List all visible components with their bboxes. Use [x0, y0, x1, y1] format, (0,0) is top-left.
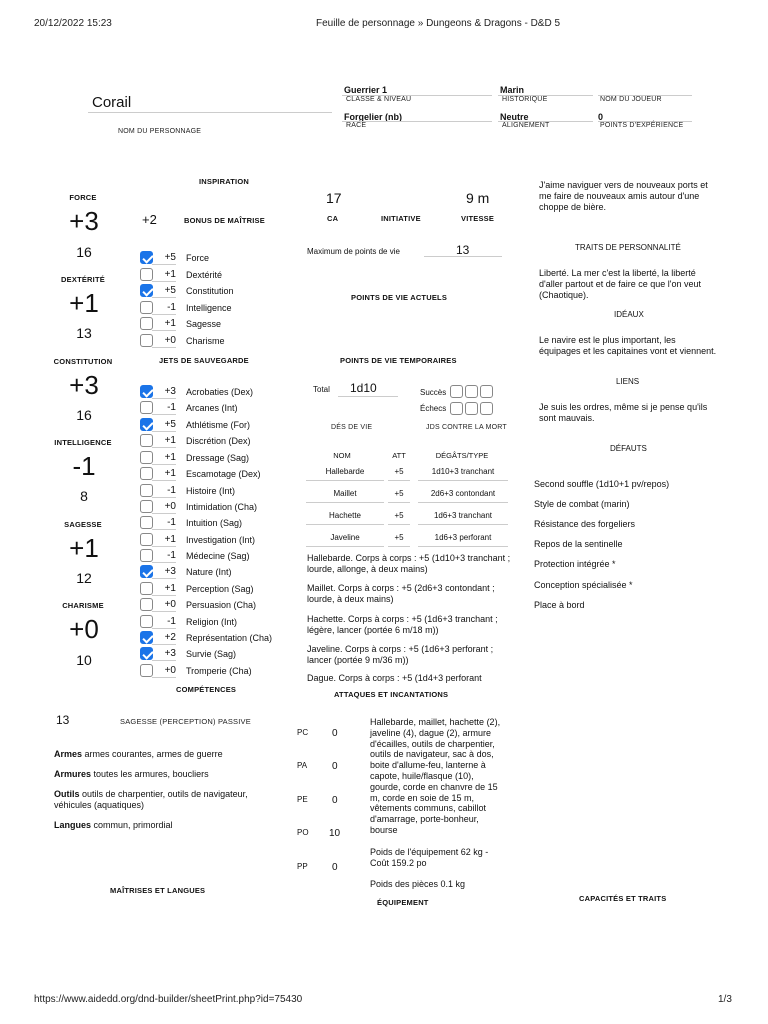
hit-dice-label: DÉS DE VIE	[331, 424, 373, 431]
xp-value: 0	[598, 112, 604, 122]
coin-label: PA	[297, 761, 308, 770]
coin-value: 0	[332, 795, 338, 806]
feature-item: Conception spécialisée *	[534, 580, 633, 590]
skill-modifier: +0	[152, 598, 176, 612]
personality-traits-text: J'aime naviguer vers de nouveaux ports et me faire de nouveaux amis autour d'une choppe de bière.	[539, 180, 708, 212]
skill-modifier: +2	[152, 631, 176, 645]
temp-hp-label: POINTS DE VIE TEMPORAIRES	[340, 356, 457, 365]
death-save-success-label: Succès	[420, 388, 447, 397]
skill-name: Tromperie (Cha)	[186, 666, 252, 676]
coin-label: PC	[297, 728, 309, 737]
coins-weight: Poids des pièces 0.1 kg	[370, 879, 466, 889]
passive-perception-label: SAGESSE (PERCEPTION) PASSIVE	[120, 717, 251, 726]
death-save-fail-label: Échecs	[420, 404, 447, 413]
ability-modifier: +3	[69, 370, 99, 400]
death-saves-label: JDS CONTRE LA MORT	[426, 424, 507, 431]
background-value: Marin	[500, 85, 525, 95]
ability-label: SAGESSE	[64, 520, 102, 529]
skill-name: Intuition (Sag)	[186, 518, 243, 528]
save-modifier: +5	[152, 284, 176, 298]
skill-modifier: +0	[152, 664, 176, 678]
death-save-fail-box[interactable]	[450, 402, 463, 415]
attack-name: Javeline	[330, 533, 360, 542]
ideals-label: IDÉAUX	[614, 310, 644, 319]
skill-name: Athlétisme (For)	[186, 420, 251, 430]
armor-class-label: CA	[327, 214, 339, 223]
feature-item: Style de combat (marin)	[534, 499, 630, 509]
ability-modifier: +1	[69, 288, 99, 318]
attack-name: Hachette	[328, 511, 362, 520]
coin-label: PE	[297, 795, 308, 804]
skill-modifier: +3	[152, 565, 176, 579]
save-modifier: +5	[152, 251, 176, 265]
ability-label: INTELLIGENCE	[54, 438, 112, 447]
skill-modifier: +0	[152, 500, 176, 514]
skill-modifier: +1	[152, 582, 176, 596]
ideals-text: Liberté. La mer c'est la liberté, la liberté d'aller partout et de faire ce que l'on veut (Chaotique).	[539, 268, 702, 300]
class-level-label: CLASSE & NIVEAU	[346, 96, 412, 103]
equipment-label: ÉQUIPEMENT	[377, 898, 429, 907]
attacks-header-damage: DÉGÂTS/TYPE	[435, 451, 489, 460]
proficiency-languages: Langues commun, primordial	[54, 820, 173, 830]
death-save-fail-box[interactable]	[465, 402, 478, 415]
attack-damage: 1d10+3 tranchant	[431, 467, 495, 476]
saving-throws-label: JETS DE SAUVEGARDE	[159, 356, 249, 365]
ability-score: 12	[76, 570, 92, 586]
skill-modifier: +1	[152, 467, 176, 481]
skill-name: Médecine (Sag)	[186, 551, 250, 561]
max-hp-value: 13	[456, 243, 470, 257]
skill-modifier: +3	[152, 385, 176, 399]
background-label: HISTORIQUE	[502, 96, 548, 103]
feature-item: Protection intégrée *	[534, 559, 616, 569]
skill-name: Dressage (Sag)	[186, 453, 250, 463]
flaws-text: Je suis les ordres, même si je pense qu'ils sont mauvais.	[539, 402, 708, 423]
character-name-label: NOM DU PERSONNAGE	[118, 128, 202, 135]
skill-modifier: -1	[152, 615, 176, 629]
speed-label: VITESSE	[461, 214, 495, 223]
death-save-success-box[interactable]	[465, 385, 478, 398]
speed-value: 9 m	[466, 190, 490, 206]
inspiration-label: INSPIRATION	[199, 177, 249, 186]
feature-item: Second souffle (1d10+1 pv/repos)	[534, 479, 670, 489]
skill-modifier: -1	[152, 516, 176, 530]
class-level-value: Guerrier 1	[344, 85, 388, 95]
ability-score: 16	[76, 407, 92, 423]
attack-note: Maillet. Corps à corps : +5 (2d6+3 contondant ; lourde, à deux mains)	[307, 583, 495, 604]
hit-dice-total-value: 1d10	[350, 381, 377, 395]
attack-note: Dague. Corps à corps : +5 (1d4+3 perforant	[307, 673, 482, 683]
proficiency-weapons: Armes armes courantes, armes de guerre	[54, 749, 223, 759]
save-name: Intelligence	[186, 303, 232, 313]
skill-modifier: +1	[152, 533, 176, 547]
coin-value: 10	[329, 828, 341, 839]
proficiencies-languages-label: MAÎTRISES ET LANGUES	[110, 886, 206, 895]
attack-note: Javeline. Corps à corps : +5 (1d6+3 perforant ; lancer (portée 9 m/36 m))	[307, 644, 494, 665]
equipment-weight: Poids de l'équipement 62 kg - Coût 159.2 po	[370, 847, 489, 868]
skill-name: Acrobaties (Dex)	[186, 387, 254, 397]
proficiency-bonus-label: BONUS DE MAÎTRISE	[184, 216, 265, 225]
ability-modifier: +1	[69, 533, 99, 563]
passive-perception-value: 13	[56, 713, 70, 727]
coin-value: 0	[332, 862, 338, 873]
proficiency-bonus-value: +2	[142, 212, 157, 227]
flaws-label: DÉFAUTS	[610, 444, 647, 453]
alignment-value: Neutre	[500, 112, 529, 122]
skill-modifier: -1	[152, 484, 176, 498]
race-label: RACE	[346, 122, 367, 129]
save-modifier: -1	[152, 301, 176, 315]
skill-name: Perception (Sag)	[186, 584, 254, 594]
current-hp-label: POINTS DE VIE ACTUELS	[351, 293, 448, 302]
skill-name: Survie (Sag)	[186, 649, 237, 659]
feature-item: Place à bord	[534, 600, 585, 610]
save-name: Sagesse	[186, 319, 222, 329]
skill-name: Représentation (Cha)	[186, 633, 273, 643]
coin-label: PP	[297, 862, 308, 871]
character-name: Corail	[92, 94, 132, 111]
armor-class-value: 17	[326, 190, 342, 206]
race-value: Forgelier (nb)	[344, 112, 402, 122]
death-save-success-box[interactable]	[480, 385, 493, 398]
attacks-header-att: ATT	[392, 451, 406, 460]
ability-label: DEXTÉRITÉ	[61, 275, 105, 284]
initiative-label: INITIATIVE	[381, 214, 421, 223]
player-name-label: NOM DU JOUEUR	[600, 96, 662, 103]
personality-traits-label: TRAITS DE PERSONNALITÉ	[575, 243, 681, 252]
proficiency-tools: Outils outils de charpentier, outils de navigateur, véhicules (aquatiques)	[54, 789, 248, 810]
feature-item: Résistance des forgeliers	[534, 519, 636, 529]
skill-modifier: -1	[152, 401, 176, 415]
features-traits-label: CAPACITÉS ET TRAITS	[579, 894, 667, 903]
alignment-label: ALIGNEMENT	[502, 122, 550, 129]
ability-score: 10	[76, 652, 92, 668]
xp-label: POINTS D'EXPÉRIENCE	[600, 122, 684, 129]
ability-score: 8	[80, 488, 88, 504]
attack-note: Hallebarde. Corps à corps : +5 (1d10+3 tranchant ; lourde, allonge, à deux mains)	[307, 553, 511, 574]
death-save-fail-box[interactable]	[480, 402, 493, 415]
attack-damage: 2d6+3 contondant	[430, 489, 496, 498]
skill-name: Intimidation (Cha)	[186, 502, 258, 512]
ability-label: CHARISME	[62, 601, 104, 610]
skill-modifier: +1	[152, 434, 176, 448]
ability-modifier: +3	[69, 206, 99, 236]
skill-name: Histoire (Int)	[186, 486, 236, 496]
save-name: Force	[186, 253, 210, 263]
skill-name: Investigation (Int)	[186, 535, 256, 545]
ability-modifier: -1	[72, 451, 96, 481]
skill-modifier: -1	[152, 549, 176, 563]
coin-value: 0	[332, 728, 338, 739]
skill-modifier: +1	[152, 451, 176, 465]
skill-modifier: +5	[152, 418, 176, 432]
attack-bonus: +5	[394, 467, 404, 476]
coin-label: PO	[297, 828, 309, 837]
skill-name: Arcanes (Int)	[186, 403, 238, 413]
ability-label: FORCE	[69, 193, 97, 202]
max-hp-label: Maximum de points de vie	[307, 247, 400, 256]
skill-name: Nature (Int)	[186, 567, 232, 577]
attack-name: Hallebarde	[325, 467, 365, 476]
save-modifier: +1	[152, 268, 176, 282]
hit-dice-total-label: Total	[313, 385, 330, 394]
attacks-spellcasting-label: ATTAQUES ET INCANTATIONS	[334, 690, 449, 699]
attacks-header-name: NOM	[333, 451, 351, 460]
skill-name: Persuasion (Cha)	[186, 600, 257, 610]
save-modifier: +1	[152, 317, 176, 331]
attack-bonus: +5	[394, 533, 404, 542]
ability-score: 16	[76, 244, 92, 260]
attack-damage: 1d6+3 tranchant	[433, 511, 493, 520]
bonds-label: LIENS	[616, 377, 640, 386]
bonds-text: Le navire est le plus important, les équipages et les capitaines vont et viennent.	[539, 335, 717, 356]
attack-bonus: +5	[394, 489, 404, 498]
attack-note: Hachette. Corps à corps : +5 (1d6+3 tranchant ; légère, lancer (portée 6 m/18 m))	[307, 614, 498, 635]
attack-name: Maillet	[333, 489, 357, 498]
save-name: Charisme	[186, 336, 225, 346]
save-name: Constitution	[186, 286, 234, 296]
print-datetime: 20/12/2022 15:23	[34, 18, 112, 29]
coin-value: 0	[332, 761, 338, 772]
save-modifier: +0	[152, 334, 176, 348]
death-save-success-box[interactable]	[450, 385, 463, 398]
skill-name: Escamotage (Dex)	[186, 469, 261, 479]
save-name: Dextérité	[186, 270, 223, 280]
skills-label: COMPÉTENCES	[176, 685, 237, 694]
print-page-number: 1/3	[718, 994, 732, 1005]
skill-modifier: +3	[152, 647, 176, 661]
skill-name: Religion (Int)	[186, 617, 238, 627]
attack-damage: 1d6+3 perforant	[434, 533, 492, 542]
ability-modifier: +0	[69, 614, 99, 644]
skill-name: Discrétion (Dex)	[186, 436, 251, 446]
attack-bonus: +5	[394, 511, 404, 520]
ability-score: 13	[76, 325, 92, 341]
feature-item: Repos de la sentinelle	[534, 539, 623, 549]
ability-label: CONSTITUTION	[53, 357, 113, 366]
print-title: Feuille de personnage » Dungeons & Dragons - D&D 5	[316, 18, 561, 29]
equipment-list: Hallebarde, maillet, hachette (2), javeline (4), dague (2), armure d'écailles, outils de charpentier, outils de navigateur, sac à dos, boite d'allume-feu, lanterne à capote, huile/flasque (10), gourde, corde en chanvre de 15 m, corde en soie de 15 m, vêtements communs, cabillot d'amarrage, porte-bonheur, bourse	[370, 717, 501, 835]
proficiency-armor: Armures toutes les armures, boucliers	[54, 769, 209, 779]
print-url: https://www.aidedd.org/dnd-builder/sheetPrint.php?id=75430	[34, 994, 303, 1005]
